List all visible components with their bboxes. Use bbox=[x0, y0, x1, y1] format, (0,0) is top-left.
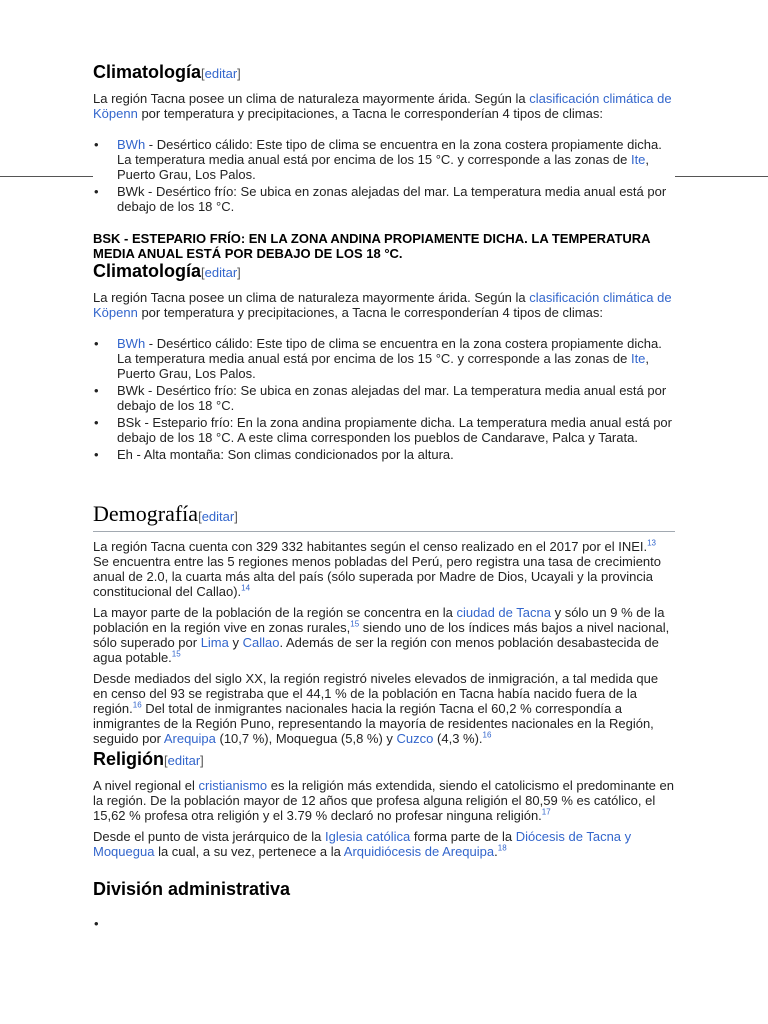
ite-link[interactable]: Ite bbox=[630, 152, 646, 167]
bwh-link[interactable]: BWh bbox=[117, 137, 146, 152]
heading-text: Religión bbox=[93, 749, 164, 769]
text: , Puerto Grau, Los Palos. bbox=[117, 152, 650, 182]
section-division bbox=[93, 878, 675, 933]
text: es la religión más extendida, siendo el catolicismo el predominante en la región. De la población mayor de 12 años que profesa alguna religión el 80,59 % es católico, el 15,62 % profesa otra religión y el 3.79 % declaró no profesar ninguna religión. bbox=[93, 778, 674, 823]
text: La mayor parte de la población de la región se concentra en la bbox=[93, 605, 457, 620]
section-climatologia-2 bbox=[93, 260, 675, 464]
caps-line: BSK - ESTEPARIO FRÍO: EN LA ZONA ANDINA PROPIAMENTE DICHA. LA TEMPERATURA MEDIA ANUAL ESTÁ POR DEBAJO DE LOS 18 °C. bbox=[93, 231, 651, 261]
reference[interactable]: 16 bbox=[132, 700, 142, 710]
text: Desde el punto de vista jerárquico de la bbox=[93, 829, 325, 844]
list-item: • Eh - Alta montaña: Son climas condicionados por la altura. bbox=[117, 447, 675, 462]
text: , Puerto Grau, Los Palos. bbox=[117, 351, 650, 381]
section-heading bbox=[93, 501, 675, 532]
koppen-link[interactable]: clasificación climática de Köpenn bbox=[93, 91, 672, 121]
diocesis-link[interactable]: Diócesis de Tacna y Moquegua bbox=[93, 829, 632, 859]
list-item bbox=[117, 336, 675, 381]
list-item: • BWk - Desértico frío: Se ubica en zonas alejadas del mar. La temperatura media anual está por debajo de los 18 °C. bbox=[117, 184, 675, 214]
text: . bbox=[494, 844, 498, 859]
paragraph bbox=[93, 778, 675, 823]
section-heading bbox=[93, 748, 675, 772]
heading-text: Climatología bbox=[93, 62, 202, 82]
text: siendo uno de los índices más bajos a nivel nacional, sólo superado por bbox=[93, 620, 670, 650]
text: La región Tacna posee un clima de naturaleza mayormente árida. Según la bbox=[93, 290, 530, 305]
paragraph bbox=[93, 671, 675, 746]
arequipa-link[interactable]: Arequipa bbox=[163, 731, 216, 746]
climate-list bbox=[93, 137, 675, 214]
edit-link-wrapper: [editar] bbox=[198, 509, 238, 524]
reference[interactable]: 15 bbox=[171, 649, 181, 659]
text: Del total de inmigrantes nacionales hacia la región Tacna el 60,2 % correspondía a inmigrantes de la Región Puno, representando la mayoría de residentes nacionales en la Región, seguido por bbox=[93, 701, 654, 746]
section-climatologia-1 bbox=[93, 61, 675, 216]
edit-link-wrapper: [editar] bbox=[164, 753, 204, 768]
reference[interactable]: 17 bbox=[541, 807, 551, 817]
cuzco-link[interactable]: Cuzco bbox=[396, 731, 434, 746]
bwh-link[interactable]: BWh bbox=[117, 336, 146, 351]
paragraph bbox=[93, 605, 675, 665]
reference[interactable]: 18 bbox=[497, 843, 507, 853]
section-religion bbox=[93, 748, 675, 865]
paragraph bbox=[93, 539, 675, 599]
edit-link[interactable]: editar bbox=[201, 509, 235, 524]
iglesia-catolica-link[interactable]: Iglesia católica bbox=[324, 829, 411, 844]
section-heading bbox=[93, 61, 675, 85]
text: La región Tacna cuenta con 329 332 habitantes según el censo realizado en el 2017 por el INEI. bbox=[93, 539, 648, 554]
ciudad-tacna-link[interactable]: ciudad de Tacna bbox=[456, 605, 551, 620]
edit-link-wrapper: [editar] bbox=[201, 66, 241, 81]
reference[interactable]: 13 bbox=[647, 538, 657, 548]
horizontal-rule-left bbox=[0, 176, 93, 177]
reference[interactable]: 16 bbox=[482, 730, 492, 740]
text: (4,3 %). bbox=[433, 731, 483, 746]
edit-link[interactable]: editar bbox=[167, 753, 201, 768]
text: forma parte de la bbox=[410, 829, 516, 844]
koppen-link[interactable]: clasificación climática de Köpenn bbox=[93, 290, 672, 320]
text: A nivel regional el bbox=[93, 778, 199, 793]
paragraph bbox=[93, 829, 675, 859]
horizontal-rule-right bbox=[675, 176, 768, 177]
text: . Además de ser la región con menos población desabastecida de agua potable. bbox=[93, 635, 659, 665]
intro-paragraph bbox=[93, 290, 675, 320]
heading-text: Climatología bbox=[93, 261, 202, 281]
text: Se encuentra entre las 5 regiones menos pobladas del Perú, pero registra una tasa de crecimiento anual de 2.0, la cuarta más alta del país (sólo superada por Madre de Dios, Ucayali y la provincia constitucional del Callao). bbox=[93, 554, 662, 599]
reference[interactable]: 15 bbox=[350, 619, 360, 629]
heading-text: Demografía bbox=[93, 501, 199, 526]
ite-link[interactable]: Ite bbox=[630, 351, 646, 366]
section-heading: División administrativa bbox=[93, 879, 291, 899]
callao-link[interactable]: Callao bbox=[242, 635, 280, 650]
text: La región Tacna posee un clima de naturaleza mayormente árida. Según la bbox=[93, 91, 530, 106]
intro-paragraph bbox=[93, 91, 675, 121]
text: la cual, a su vez, pertenece a la bbox=[154, 844, 344, 859]
section-heading bbox=[93, 260, 675, 284]
list-item: • BWk - Desértico frío: Se ubica en zonas alejadas del mar. La temperatura media anual está por debajo de los 18 °C. bbox=[117, 383, 675, 413]
text: y bbox=[228, 635, 243, 650]
edit-link[interactable]: editar bbox=[204, 66, 238, 81]
text: por temperatura y precipitaciones, a Tacna le corresponderían 4 tipos de climas: bbox=[137, 305, 603, 320]
text: y sólo un 9 % de la población en la región vive en zonas rurales, bbox=[93, 605, 665, 635]
reference[interactable]: 14 bbox=[241, 583, 251, 593]
text: (10,7 %), Moquegua (5,8 %) y bbox=[215, 731, 397, 746]
lima-link[interactable]: Lima bbox=[200, 635, 229, 650]
text: Desde mediados del siglo XX, la región registró niveles elevados de inmigración, a tal medida que en censo del 93 se registraba que el 44,1 % de la población en Tacna había nacido fuera de la región. bbox=[93, 671, 659, 716]
list-item: • BSk - Estepario frío: En la zona andina propiamente dicha. La temperatura media anual está por debajo de los 18 °C. A este clima corresponden los pueblos de Candarave, Palca y Tarata. bbox=[117, 415, 675, 445]
list-item bbox=[117, 916, 675, 931]
climate-list bbox=[93, 336, 675, 462]
arquidiocesis-link[interactable]: Arquidiócesis de Arequipa bbox=[343, 844, 495, 859]
text: - Desértico cálido: Este tipo de clima se encuentra en la zona costera propiamente dicha. La temperatura media anual está por encima de los 15 °C. y corresponde a las zonas de bbox=[117, 336, 662, 366]
text: - Desértico cálido: Este tipo de clima se encuentra en la zona costera propiamente dicha. La temperatura media anual está por encima de los 15 °C. y corresponde a las zonas de bbox=[117, 137, 662, 167]
list-item bbox=[117, 137, 675, 182]
edit-link-wrapper: [editar] bbox=[201, 265, 241, 280]
division-list bbox=[93, 916, 675, 931]
text: por temperatura y precipitaciones, a Tacna le corresponderían 4 tipos de climas: bbox=[137, 106, 603, 121]
section-demografia bbox=[93, 501, 675, 752]
cristianismo-link[interactable]: cristianismo bbox=[198, 778, 268, 793]
edit-link[interactable]: editar bbox=[204, 265, 238, 280]
